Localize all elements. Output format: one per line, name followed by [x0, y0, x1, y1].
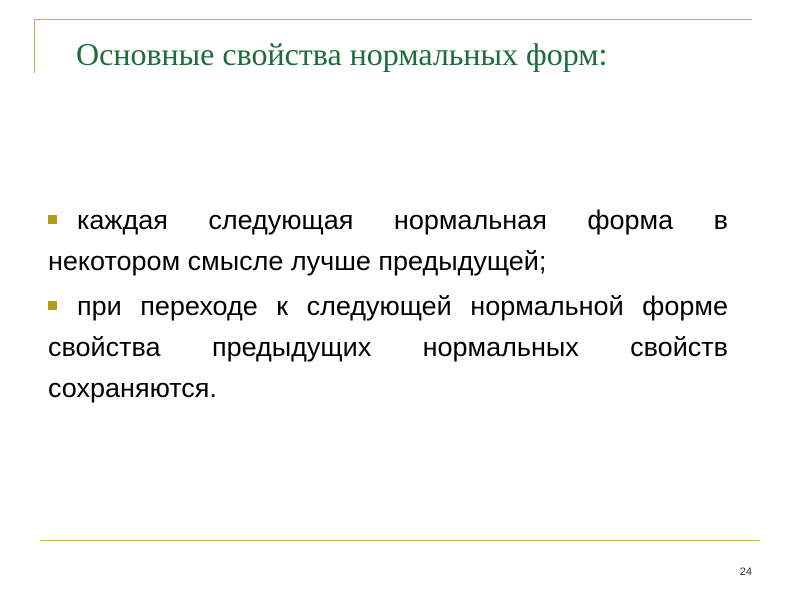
bullet-item: [48, 286, 728, 409]
bottom-divider: [40, 540, 760, 541]
slide-title: Основные свойства нормальных форм:: [76, 36, 608, 72]
square-bullet-icon: [48, 215, 57, 224]
bullet-text: при переходе к следующей нормальной форме свойства предыдущих нормальных свойств сохраняются.: [48, 291, 728, 403]
bullet-list: [48, 200, 728, 413]
square-bullet-icon: [48, 301, 57, 310]
bullet-text: каждая следующая нормальная форма в некотором смысле лучше предыдущей;: [48, 205, 728, 276]
page-number: 24: [739, 566, 752, 578]
top-divider: [34, 19, 752, 20]
bullet-item: [48, 200, 728, 282]
left-divider: [34, 19, 35, 73]
